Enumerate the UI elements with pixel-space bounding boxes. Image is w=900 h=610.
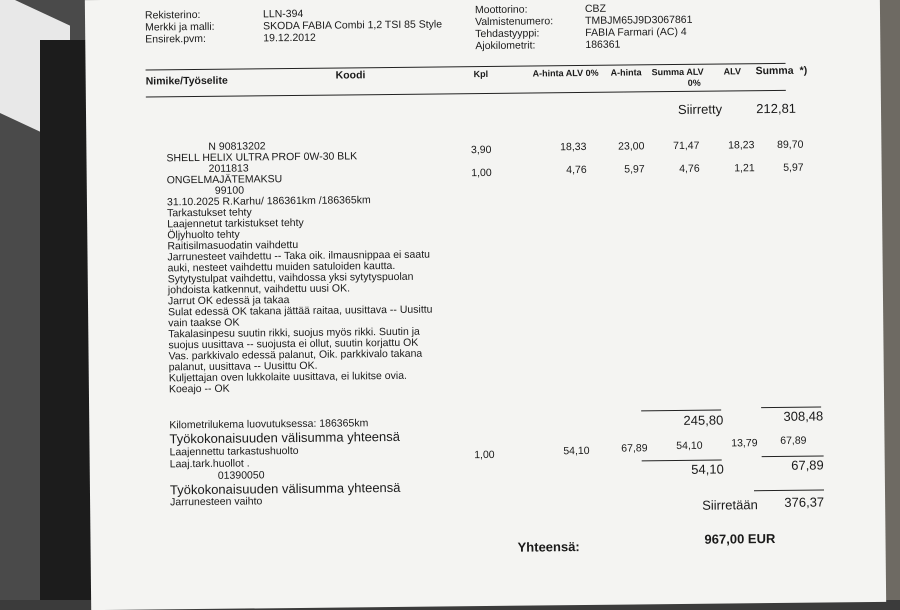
work-note: Tarkastukset tehty [167,206,252,219]
subtotal-1-label: Työkokonaisuuden välisumma yhteensä [169,429,400,446]
subtotal-1-summa-alv0: 245,80 [659,413,723,429]
item-2-ahinta: 5,97 [597,163,645,176]
header-ahinta: A-hinta [611,66,642,78]
item-2-code: 2011813 [209,162,249,174]
total-value: 967,00 EUR [704,531,775,547]
work-note: Vas. parkkivalo edessä palanut, Oik. parkkivalo takana [168,348,422,363]
work-note: Koeajo -- OK [169,383,230,396]
item-2-kpl: 1,00 [447,167,492,179]
group-2-summa-alv0: 54,10 [654,440,702,453]
group-2-code: 01390050 [218,469,265,481]
header-ahinta-alv0: A-hinta ALV 0% [533,67,599,80]
label-valmistenumero: Valmistenumero: [475,15,553,28]
value-valmistenumero: TMBJM65J9D3067861 [585,14,693,27]
value-merkki: SKODA FABIA Combi 1,2 TSI 85 Style [263,18,442,32]
work-note: 31.10.2025 R.Karhu/ 186361km /186365km [167,194,371,208]
value-ajokilometrit: 186361 [585,39,620,51]
group-2-alv: 13,79 [711,437,757,449]
siirretaan-label: Siirretään [702,497,758,513]
item-2-ahinta-alv0: 4,76 [537,164,587,177]
label-rekisterino: Rekisterino: [145,9,201,22]
work-note: Öljyhuolto tehty [167,229,239,242]
work-code: 99100 [215,185,244,197]
work-note: auki, nesteet vaihdettu muiden satuloiden kautta. [168,260,396,274]
work-note: Sulat edessä OK takana jättää raitaa, uusittava -- Uusittu [168,304,433,319]
subtotal-2-label: Työkokonaisuuden välisumma yhteensä [170,480,401,497]
group-2-ahinta: 67,89 [599,442,647,455]
header-alv: ALV [724,65,741,77]
header-bottom-rule [146,90,786,98]
work-note: Kuljettajan oven lukkolaite uusittava, ei lukitse ovia. [169,370,407,384]
invoice-page [85,0,886,610]
item-1-ahinta-alv0: 18,33 [536,141,586,154]
item-1-summa-alv0: 71,47 [651,140,699,153]
subtotal-2-summa-alv0: 54,10 [660,462,724,478]
item-1-kpl: 3,90 [446,144,491,156]
item-2-summa-alv0: 4,76 [652,163,700,176]
work-note: suojus uusittava -- suojusta ei ollut, suutin korjattu OK [168,337,418,352]
group-2-title: Laajennettu tarkastushuolto [170,445,299,458]
item-2-alv: 1,21 [709,162,755,174]
header-summa: Summa [756,65,794,77]
header-nimike: Nimike/Työselite [146,75,228,88]
label-ensirek: Ensirek.pvm: [145,33,206,46]
group-2-ahinta-alv0: 54,10 [540,445,590,458]
item-1-summa: 89,70 [758,139,803,151]
item-2-summa: 5,97 [759,162,804,174]
work-note: Jarrunesteet vaihdettu -- Taka oik. ilmausnippaa ei saatu [167,249,430,264]
work-note: Laajennetut tarkistukset tehty [167,217,304,230]
item-1-code: N 90813202 [208,140,265,153]
work-note: vain taakse OK [168,317,239,330]
item-1-alv: 18,23 [708,139,754,151]
subtotal-2-summa: 67,89 [750,457,824,473]
group-2-desc: Laaj.tark.huollot . [170,457,250,470]
work-note: Jarrut OK edessä ja takaa [168,294,290,307]
subtotal-1-rule-a [641,410,721,412]
value-rekisterino: LLN-394 [263,8,303,20]
total-label: Yhteensä: [518,539,580,555]
km-luovutus: Kilometrilukema luovutuksessa: 186365km [169,417,368,431]
header-koodi: Koodi [336,69,366,81]
label-ajokilometrit: Ajokilometrit: [475,39,535,52]
label-merkki: Merkki ja malli: [145,21,215,34]
label-moottorino: Moottorino: [475,4,528,17]
work-note: Sytytystulpat vaihdettu, vaihdossa yksi sytytyspuolan [168,271,414,286]
subtotal-1-summa: 308,48 [749,408,823,424]
siirretty-value: 212,81 [726,101,796,117]
value-moottorino: CBZ [585,3,606,15]
item-1-ahinta: 23,00 [596,140,644,153]
siirretaan-rule [754,489,824,491]
value-ensirek: 19.12.2012 [263,32,316,45]
work-note: Takalasinpesu suutin rikki, suojus myös rikki. Suutin ja [168,326,420,341]
group-2-kpl: 1,00 [450,449,495,461]
group-3-title: Jarrunesteen vaihto [170,495,262,508]
work-note: johdoista katkennut, vaihdettu uusi OK. [168,282,350,296]
header-summa-alv0: Summa ALV [652,66,704,79]
group-2-summa: 67,89 [761,435,806,447]
value-tehdastyyppi: FABIA Farmari (AC) 4 [585,26,687,39]
work-note: palanut, uusittava -- Uusittu OK. [169,360,318,374]
work-note: Raitisilmasuodatin vaihdettu [167,239,298,252]
header-kpl: Kpl [474,68,489,80]
item-1-desc: SHELL HELIX ULTRA PROF 0W-30 BLK [166,150,357,164]
header-mark: *) [800,65,808,77]
header-summa-alv0-pct: 0% [688,77,701,89]
item-2-desc: ONGELMAJÄTEMAKSU [167,173,283,186]
siirretaan-value: 376,37 [750,494,824,510]
siirretty-label: Siirretty [678,102,722,117]
label-tehdastyyppi: Tehdastyyppi: [475,27,539,40]
